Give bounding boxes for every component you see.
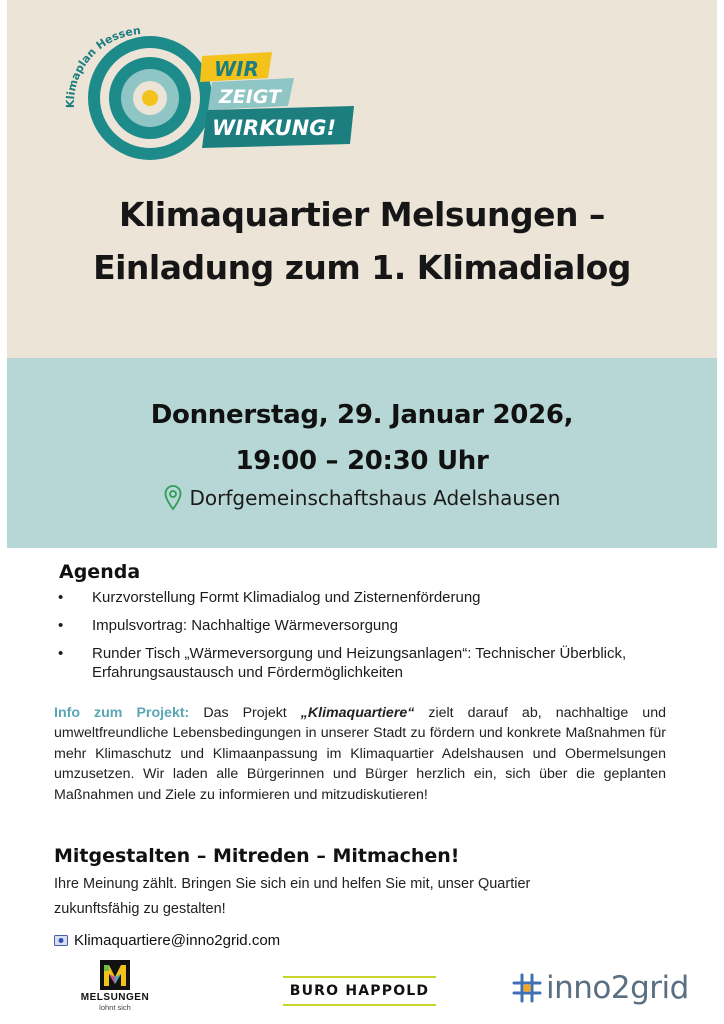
agenda-item-text: Impulsvortrag: Nachhaltige Wärmeversorgung <box>92 617 398 634</box>
title-line-1: Klimaquartier Melsungen – <box>119 195 605 234</box>
event-info-band <box>7 358 717 548</box>
mail-icon <box>54 935 68 946</box>
klimaplan-hessen-logo <box>62 18 362 168</box>
header-section <box>7 0 717 358</box>
page-title <box>7 188 717 294</box>
melsungen-slogan: lohnt sich <box>99 1003 131 1012</box>
inno2grid-text: inno2grid <box>546 970 689 1006</box>
contact-email[interactable] <box>54 932 280 949</box>
buro-bottom-line <box>283 1004 436 1006</box>
agenda-item <box>58 588 658 607</box>
melsungen-logo <box>74 960 156 1018</box>
project-info-text: zielt darauf ab, nachhaltige und umweltfreundliche Lebensbedingungen in unserer Stadt zu fördern und konkrete Maßnahmen für mehr Klimaschutz und Klimaanpassung im Klimaquartier Adelshausen und Obermelsungen umzusetzen. Wir laden alle Bürgerinnen und Bürger herzlich ein, sich über die geplanten Maßnahmen und Ziele zu informieren und mitzudiskutieren! <box>54 705 666 803</box>
buro-happold-logo <box>283 976 436 1010</box>
event-location <box>7 485 717 511</box>
project-info-label: Info zum Projekt: <box>54 705 190 721</box>
map-pin-icon <box>164 485 182 511</box>
inno2grid-grid-icon <box>512 973 542 1003</box>
location-text: Dorfgemeinschaftshaus Adelshausen <box>189 486 561 510</box>
participate-heading: Mitgestalten – Mitreden – Mitmachen! <box>54 845 460 867</box>
buro-happold-text: BURO HAPPOLD <box>289 983 430 999</box>
project-name: „Klimaquartiere“ <box>300 705 415 721</box>
agenda-item-text: Kurzvorstellung Formt Klimadialog und Zisternenförderung <box>92 589 481 606</box>
inno2grid-logo <box>512 968 692 1008</box>
agenda-list <box>58 588 658 691</box>
agenda-item <box>58 644 658 682</box>
melsungen-emblem-icon <box>100 960 130 990</box>
project-info-text-before: Das Projekt <box>189 705 301 721</box>
logo-line3: WIRKUNG! <box>212 116 337 140</box>
event-date-line: Donnerstag, 29. Januar 2026, <box>150 400 574 430</box>
agenda-item <box>58 616 658 635</box>
event-time-line: 19:00 – 20:30 Uhr <box>235 446 489 476</box>
agenda-heading: Agenda <box>59 561 141 583</box>
melsungen-name: MELSUNGEN <box>80 992 150 1003</box>
title-line-2: Einladung zum 1. Klimadialog <box>93 248 631 287</box>
event-date <box>7 392 717 484</box>
bullet: • <box>58 645 64 662</box>
logo-arc-text: Klimaplan Hessen <box>63 24 142 109</box>
bullet: • <box>58 589 64 606</box>
logo-line1: WIR <box>214 57 259 81</box>
logo-line2: ZEIGT <box>219 86 282 108</box>
bullet: • <box>58 617 64 634</box>
participate-text: Ihre Meinung zählt. Bringen Sie sich ein und helfen Sie mit, unser Quartier zukunftsfähig zu gestalten! <box>54 876 531 917</box>
project-info <box>54 703 666 805</box>
agenda-item-text: Runder Tisch „Wärmeversorgung und Heizungsanlagen“: Technischer Überblick, Erfahrungsaustausch und Fördermöglichkeiten <box>92 645 627 681</box>
email-link[interactable]: Klimaquartiere@inno2grid.com <box>74 932 281 949</box>
